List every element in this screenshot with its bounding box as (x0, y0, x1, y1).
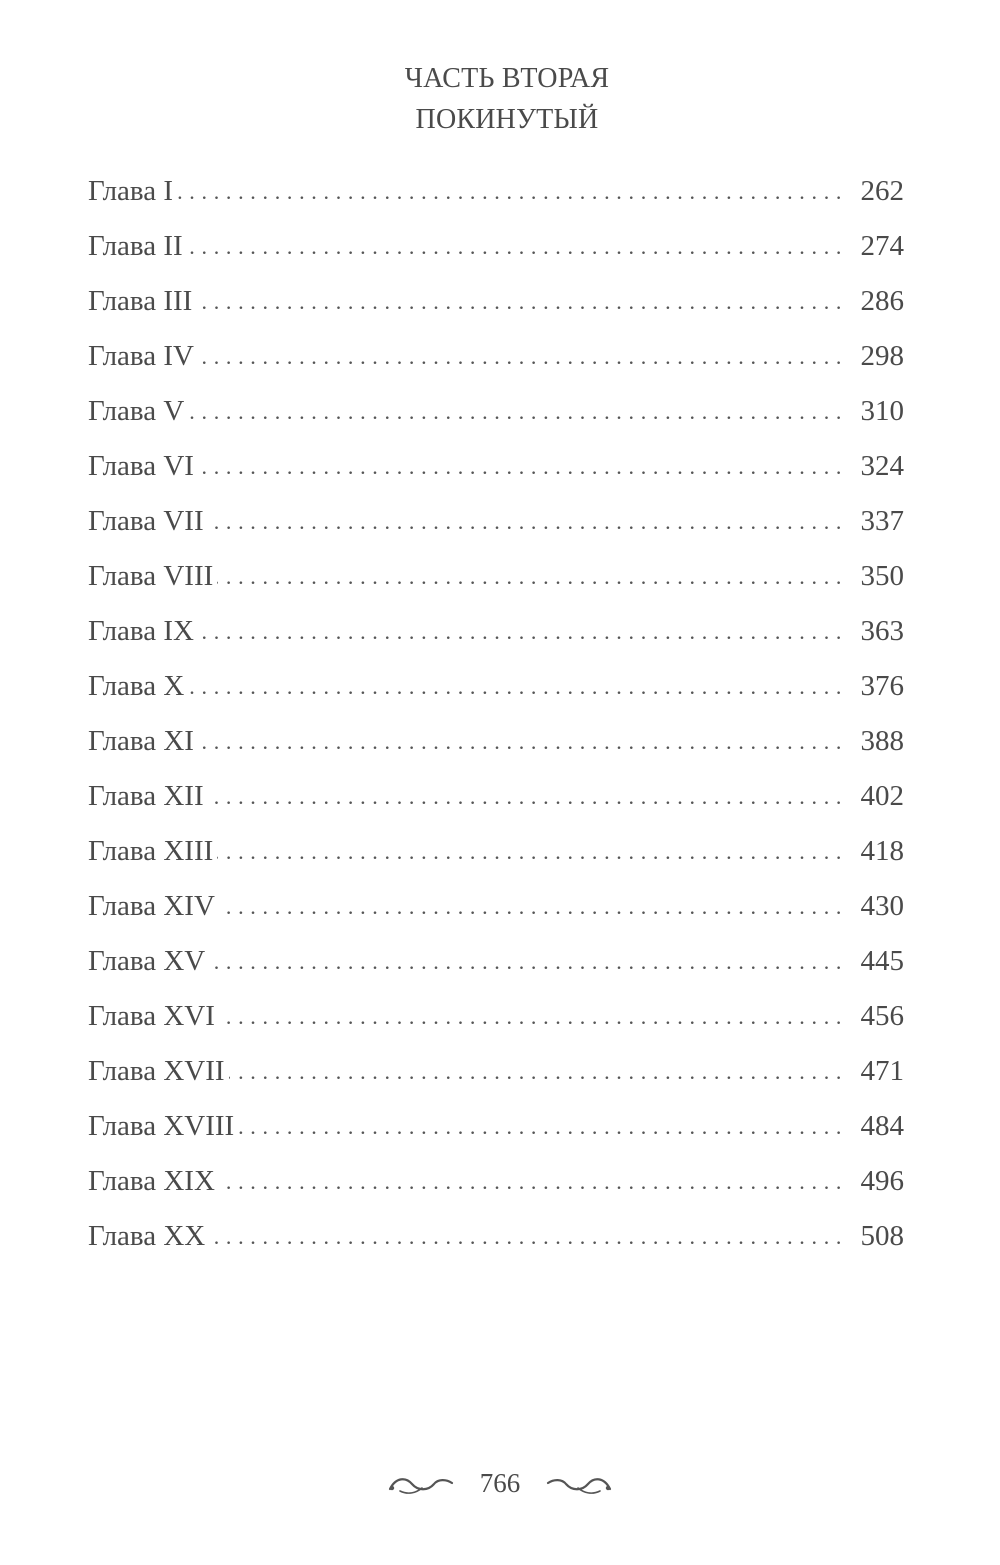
dot-leader (198, 329, 842, 384)
toc-entry (88, 1099, 904, 1154)
toc-entry-page: 388 (860, 725, 904, 757)
toc-entry-label: Глава XX (88, 1220, 206, 1252)
toc-entry-label: Глава V (88, 395, 185, 427)
dot-leader (217, 824, 842, 879)
toc-entry (88, 1154, 904, 1209)
toc-entry (88, 164, 904, 219)
toc-entry (88, 989, 904, 1044)
dot-leader (187, 219, 842, 274)
toc-entry (88, 934, 904, 989)
section-heading (0, 58, 1000, 140)
toc-entry-page: 262 (860, 175, 904, 207)
toc-entry-label: Глава XIII (88, 835, 214, 867)
toc-entry-page: 310 (860, 395, 904, 427)
toc-entry (88, 879, 904, 934)
flourish-left-icon (386, 1471, 458, 1497)
toc-entry (88, 1044, 904, 1099)
toc-entry-page: 456 (860, 1000, 904, 1032)
toc-entry-label: Глава II (88, 230, 183, 262)
dot-leader (209, 1209, 842, 1264)
toc-entry-label: Глава XI (88, 725, 194, 757)
dot-leader (188, 659, 842, 714)
dot-leader (219, 879, 842, 934)
toc-entry-page: 471 (860, 1055, 904, 1087)
page-footer (0, 1468, 1000, 1499)
dot-leader (208, 769, 842, 824)
toc-entry-page: 363 (860, 615, 904, 647)
toc-entry (88, 274, 904, 329)
toc-entry (88, 769, 904, 824)
toc-entry-label: Глава XVI (88, 1000, 215, 1032)
dot-leader (208, 494, 842, 549)
toc-entry-label: Глава VII (88, 505, 204, 537)
toc-entry-label: Глава VI (88, 450, 194, 482)
toc-entry (88, 824, 904, 879)
dot-leader (188, 384, 842, 439)
part-title: ЧАСТЬ ВТОРАЯ (404, 63, 610, 94)
toc-entry (88, 219, 904, 274)
dot-leader (177, 164, 842, 219)
toc-entry-page: 484 (860, 1110, 904, 1142)
toc-entry-label: Глава IX (88, 615, 194, 647)
toc-entry (88, 549, 904, 604)
dot-leader (198, 714, 842, 769)
toc-entry (88, 439, 904, 494)
toc-entry-label: Глава X (88, 670, 185, 702)
toc-entry-label: Глава XII (88, 780, 204, 812)
toc-entry-label: Глава III (88, 285, 193, 317)
toc-entry-label: Глава XVIII (88, 1110, 235, 1142)
dot-leader (217, 549, 842, 604)
toc-entry-page: 508 (860, 1220, 904, 1252)
toc-entry-label: Глава XIV (88, 890, 215, 922)
toc-entry-label: Глава IV (88, 340, 194, 372)
toc-entry-label: Глава I (88, 175, 174, 207)
toc-entry-page: 402 (860, 780, 904, 812)
toc-entry-page: 376 (860, 670, 904, 702)
part-subtitle: ПОКИНУТЫЙ (415, 104, 599, 135)
toc-entry-label: Глава XV (88, 945, 206, 977)
dot-leader (209, 934, 842, 989)
toc-entry-page: 286 (860, 285, 904, 317)
toc-entry-page: 298 (860, 340, 904, 372)
toc-entry-page: 430 (860, 890, 904, 922)
dot-leader (198, 604, 842, 659)
toc-entry (88, 714, 904, 769)
toc-entry (88, 1209, 904, 1264)
dot-leader (219, 989, 842, 1044)
toc-entry (88, 659, 904, 714)
toc-entry-label: Глава XIX (88, 1165, 215, 1197)
toc-entry-page: 274 (860, 230, 904, 262)
toc-entry-label: Глава VIII (88, 560, 214, 592)
toc-entry-page: 337 (860, 505, 904, 537)
dot-leader (196, 274, 842, 329)
dot-leader (229, 1044, 842, 1099)
toc-entry (88, 494, 904, 549)
dot-leader (238, 1099, 842, 1154)
toc-entry-label: Глава XVII (88, 1055, 225, 1087)
flourish-right-icon (542, 1471, 614, 1497)
toc-entry-page: 350 (860, 560, 904, 592)
table-of-contents (88, 164, 904, 1264)
dot-leader (198, 439, 842, 494)
toc-entry (88, 604, 904, 659)
toc-entry (88, 329, 904, 384)
page-number: 766 (479, 1468, 521, 1498)
dot-leader (219, 1154, 842, 1209)
toc-entry-page: 418 (860, 835, 904, 867)
toc-entry-page: 324 (860, 450, 904, 482)
toc-entry (88, 384, 904, 439)
toc-entry-page: 445 (860, 945, 904, 977)
toc-entry-page: 496 (860, 1165, 904, 1197)
